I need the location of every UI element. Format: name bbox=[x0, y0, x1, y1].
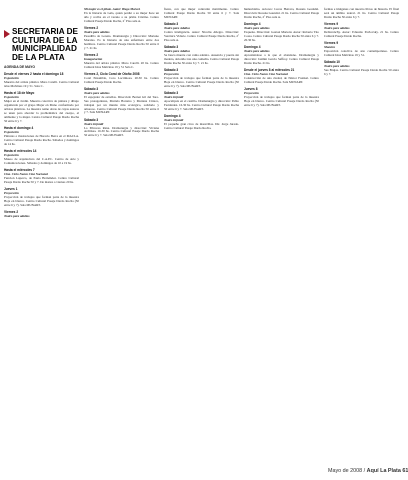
event-body: Proyección de trabajos que forman parte de la muestra Hoja en blanco. Centro Cultural Pasaje Dardo Rocha (50 entre 6 y 7). Sala MUNART. bbox=[244, 94, 319, 107]
event-body: El pequeño gran circo de maravillas. Dir. Jorge Jurado. Centro Cultural Pasaje Dardo Rocha. bbox=[164, 121, 239, 130]
event-date: Desde el jueves 8 al miércoles 21 bbox=[244, 67, 295, 72]
event-entry bbox=[164, 8, 239, 20]
event-date: Sábado 10 bbox=[324, 60, 340, 65]
footer-separator: / bbox=[362, 468, 367, 474]
event-date: Viernes 2 bbox=[4, 209, 19, 214]
event-entry bbox=[84, 27, 159, 50]
column-5 bbox=[324, 8, 399, 80]
event-entry bbox=[244, 88, 319, 108]
event-title: Teatro para adultos bbox=[324, 64, 350, 69]
event-body: Exposición colectiva de arte contemporáneo. Centro Cultural Islas Malvinas 19 y 51. bbox=[324, 48, 399, 57]
event-body: Pinturas e ilustraciones de Horacio Berra en el MACLA. Centro Cultural Pasaje Dardo Rocha. Sábados y domingos de 14 hs. bbox=[4, 133, 79, 146]
event-entry bbox=[244, 23, 319, 43]
event-date: Viernes 9 bbox=[324, 41, 339, 46]
masthead bbox=[4, 28, 79, 62]
column-3 bbox=[164, 8, 239, 134]
event-entry bbox=[164, 46, 239, 66]
event-body: La Princesa Rana. Dramaturgia y dirección: Viviana Arditissa. 16.30 hs. Centro Cultural Pasaje Dardo Rocha 50 entre 6 y 7. Sala MUNART. bbox=[84, 125, 159, 138]
event-body: Museo de arquitectura del C.A.P.C. Centro de Arte y Comunicaciones. Sábados y domingos de 10 a 19 hs. bbox=[4, 156, 79, 165]
event-date: Hasta el miércoles 7 bbox=[4, 167, 35, 172]
event-body: En la historia de Gala, quien perdió a su mujer hace un año y recibe en el verano a su prima Cristina. Centro Cultural Pasaje Dardo Rocha, 2º Piso sala A. bbox=[84, 10, 159, 23]
event-date: Desde el viernes 2 hasta el domingo 18 bbox=[4, 72, 64, 77]
event-date: Viernes 9 bbox=[324, 22, 339, 27]
event-title: Exposición bbox=[4, 95, 19, 100]
event-entry bbox=[4, 188, 79, 208]
event-title: Teatro para adultos bbox=[84, 90, 110, 95]
event-date: Jueves 1 bbox=[4, 186, 18, 191]
section-heading: AGENDA DE MAYO bbox=[4, 65, 36, 70]
event-body: Apocalipsis en el castillo. Dramaturgia y dirección: Pablo Fernández. 16.30 hs. Centro Cultural Pasaje Dardo Rocha 50 entre 6 y 7. Sala MUNART. bbox=[164, 98, 239, 111]
column-4 bbox=[244, 8, 319, 111]
event-entry bbox=[4, 73, 79, 89]
footer-brand: Aquí La Plata 61 bbox=[366, 468, 408, 474]
event-body: Proyección de trabajos que forman parte de la muestra Hoja en blanco. Centro Cultural Pasaje Dardo Rocha (50 entre 6 y 7). Sala MUNART. bbox=[4, 194, 79, 207]
event-entry bbox=[84, 54, 159, 70]
event-body: Contra inteligencia. Autor: Nicolás Allegro. Dirección: Verónica Vidarte. Centro Cultural Pasaje Dardo Rocha, 2º Piso sala A. bbox=[164, 29, 239, 42]
event-entry bbox=[324, 8, 399, 20]
event-body: Muestra del artista plástico Muro Carelli. Centro Cultural islas Malvinas 19 y 51. Sala C. bbox=[4, 80, 79, 88]
event-title: Proyección bbox=[244, 90, 259, 95]
event-body: Construcción de una ciudad, de Néstor Frenkel. Centro Cultural Pasaje Dardo Rocha. Sala MUNART. bbox=[244, 75, 319, 84]
event-title: Teatro para adultos bbox=[244, 48, 270, 53]
event-entry bbox=[84, 73, 159, 85]
event-body: Aproxiéndose a la que el abandono. Dramaturgia y dirección: Jazmin Garcia Saffroy. Centro Cultural Pasaje Dardo Rocha. 21 hs. bbox=[244, 52, 319, 65]
event-entry bbox=[4, 169, 79, 185]
event-date: Domingo 4 bbox=[244, 45, 261, 50]
event-date: Sábado 3 bbox=[164, 45, 179, 50]
event-title: Proyección bbox=[164, 71, 179, 76]
event-title: Teatro Infantil bbox=[84, 121, 104, 126]
event-date: Viernes 2 bbox=[84, 52, 99, 57]
event-title: Inauguración bbox=[84, 56, 103, 61]
event-body: Esquena. Dirección: Gaston Marioni. Autor: Roberto Tito Cossa. Centro Cultural Pasaje Dardo Rocha 50 entre 6 y 7. 20.30 hs. bbox=[244, 29, 319, 42]
event-entry bbox=[164, 69, 239, 89]
event-title: Teatro para adultos bbox=[84, 29, 110, 34]
event-date: Viernes 2 bbox=[84, 26, 99, 31]
event-title: Teatro para Adultos bbox=[164, 26, 190, 31]
event-entry bbox=[244, 69, 319, 85]
event-title: Teatro para adultos bbox=[324, 26, 350, 31]
event-title: Muestra bbox=[324, 45, 335, 50]
triangle-bullet-icon bbox=[4, 30, 10, 38]
event-date: Domingo 4 bbox=[244, 22, 261, 27]
event-body: formas e imágenes con nuestro libros de historia. El final será un ámbito teatral. 21 hs. Centro Cultural Pasaje Dardo Rocha 50 entre 6 y 7. bbox=[324, 7, 399, 19]
event-title: Teatro Infantil bbox=[164, 94, 184, 99]
event-title: Teatro para Adultos bbox=[164, 48, 190, 53]
event-date: Sábado 3 bbox=[164, 22, 179, 27]
event-entry bbox=[324, 42, 399, 58]
page-title: SECRETARIA DE CULTURA DE LA MUNICIPALIDAD DE LA PLATA bbox=[12, 27, 78, 62]
event-body: Pesadilla de Lorena. Dramaturgia y Dirección: Mariano Morales. Es la historia de una enfermera entre dos hombres. Centro Cultural Pasaje Dardo Rocha 50 entre 6 y 7. 21 hs. bbox=[84, 33, 159, 50]
event-entry bbox=[164, 115, 239, 131]
event-body: Sus Brujas. Centro Cultural Pasaje Dardo Rocha 50 entre 6 y 7. bbox=[324, 67, 399, 76]
event-body: El espejador de estrellas. Dirección: Bernat Gil del Toro. Sus protagonistas, Mariela Barreiro y Mariana Ciriaco, trabajan por un mundo más ecológico, solidario y amoroso. Centro Cultural Pasaje Dardo Rocha 50 entre 6 y 7. Sala MUNART. bbox=[84, 94, 159, 115]
event-date: Domingo 4 bbox=[164, 113, 181, 118]
event-body: Proyección de trabajos que forman parte de la muestra Hoja en blanco. Centro Cultural Pasaje Dardo Rocha (50 entre 6 y 7). Sala MUNART. bbox=[164, 75, 239, 88]
event-date: Sábado 3 bbox=[164, 67, 179, 72]
event-body: Muestra del artista plástico Muro Carelli. 20 hs. Centro Cultural Islas Malvinas 19 y 51 Sala C. bbox=[84, 60, 159, 69]
event-title: Exposición bbox=[4, 152, 19, 157]
event-entry bbox=[324, 23, 399, 39]
event-title: Teatro para adultos bbox=[244, 26, 270, 31]
event-body: Mujer en el Jardín. Muestra colectiva de pintura y dibujo organizada por el grupo Mujer en Mano conformado por artistas plásticas. La muestra reúne obras de cuyas autoras se unen para abordar la problemática del cuerpo, el ambiente y la mujer. Centro Cultural Pasaje Dardo Rocha 50 entre 6 y 7. bbox=[4, 99, 79, 123]
event-entry bbox=[324, 61, 399, 77]
event-entry bbox=[4, 92, 79, 123]
event-entry bbox=[164, 23, 239, 43]
event-title: Mi mujer es el piloto. Autor: Hugo Marcel. bbox=[84, 7, 141, 11]
column-1 bbox=[4, 8, 79, 222]
event-entry bbox=[4, 127, 79, 147]
event-date: Hasta el domingo 4 bbox=[4, 125, 34, 130]
event-date: Sábado 3 bbox=[84, 117, 99, 122]
event-title: Teatro para adultos bbox=[4, 213, 30, 218]
event-date: Hasta el miércoles 14 bbox=[4, 148, 37, 153]
event-title: Cine. Ciclo Nuevo Cine Nacional bbox=[244, 71, 288, 76]
event-entry bbox=[84, 8, 159, 24]
event-entry bbox=[84, 88, 159, 115]
column-2 bbox=[84, 8, 159, 142]
event-date: Hasta el 18 de Mayo bbox=[4, 91, 35, 96]
event-entry bbox=[84, 119, 159, 139]
event-body: Se busca muerte con cama adentro. Ausencia y puerta sin madera, dolorido tras una comedia. Centro Cultural Pasaje Dardo Rocha 50 entre 6 y 7. 21 hs. bbox=[164, 52, 239, 65]
event-body: Coral Ensamble, Coro Lacrimosa. 20.30 hs. Centro Cultural Pasaje Dardo Rocha. bbox=[84, 75, 159, 84]
event-entry bbox=[244, 46, 319, 66]
event-entry bbox=[164, 92, 239, 112]
event-title: Exposición bbox=[4, 129, 19, 134]
event-title: Teatro Infantil bbox=[164, 117, 184, 122]
event-entry bbox=[244, 8, 319, 20]
event-date: Sábado 3 bbox=[84, 86, 99, 91]
page-footer bbox=[328, 468, 408, 474]
event-entry bbox=[4, 150, 79, 166]
event-date: Sábado 3 bbox=[164, 90, 179, 95]
event-date: Viernes 2, Ciclo Coral de Otoño 2008 bbox=[84, 71, 140, 76]
event-date: Jueves 8 bbox=[244, 86, 258, 91]
event-title: Proyección bbox=[4, 190, 19, 195]
event-body: Dellavenchy. Autor: Eduardo Pavlovsky. 21 hs. Centro Cultural Pasaje Dardo Rocha. bbox=[324, 29, 399, 38]
event-body: humorísimo. Actores: Lucas Herrera, Rosana Goundal. Dirección: Rosana Goundal. 21 hs. Centro Cultural Pasaje Dardo Rocha, 2º Piso sala A. bbox=[244, 7, 319, 19]
event-body: Funcion Luperca, de Paula Hernández. Centro Cultural Pasaje Dardo Rocha 50 y 7. De martes a viernes 20 hs. bbox=[4, 175, 79, 184]
event-entry bbox=[4, 211, 79, 219]
footer-month: Mayo de 2008 bbox=[328, 468, 363, 474]
event-body: fiesta, con que mujer contrarán matrimonio. Centro Cultural Pasaje Dardo Rocha 50 entre 6 y 7. Sala MUNART. bbox=[164, 7, 239, 19]
event-title: Exposición bbox=[4, 76, 19, 81]
event-title: Cine. Ciclo Nuevo Cine Nacional bbox=[4, 171, 48, 176]
